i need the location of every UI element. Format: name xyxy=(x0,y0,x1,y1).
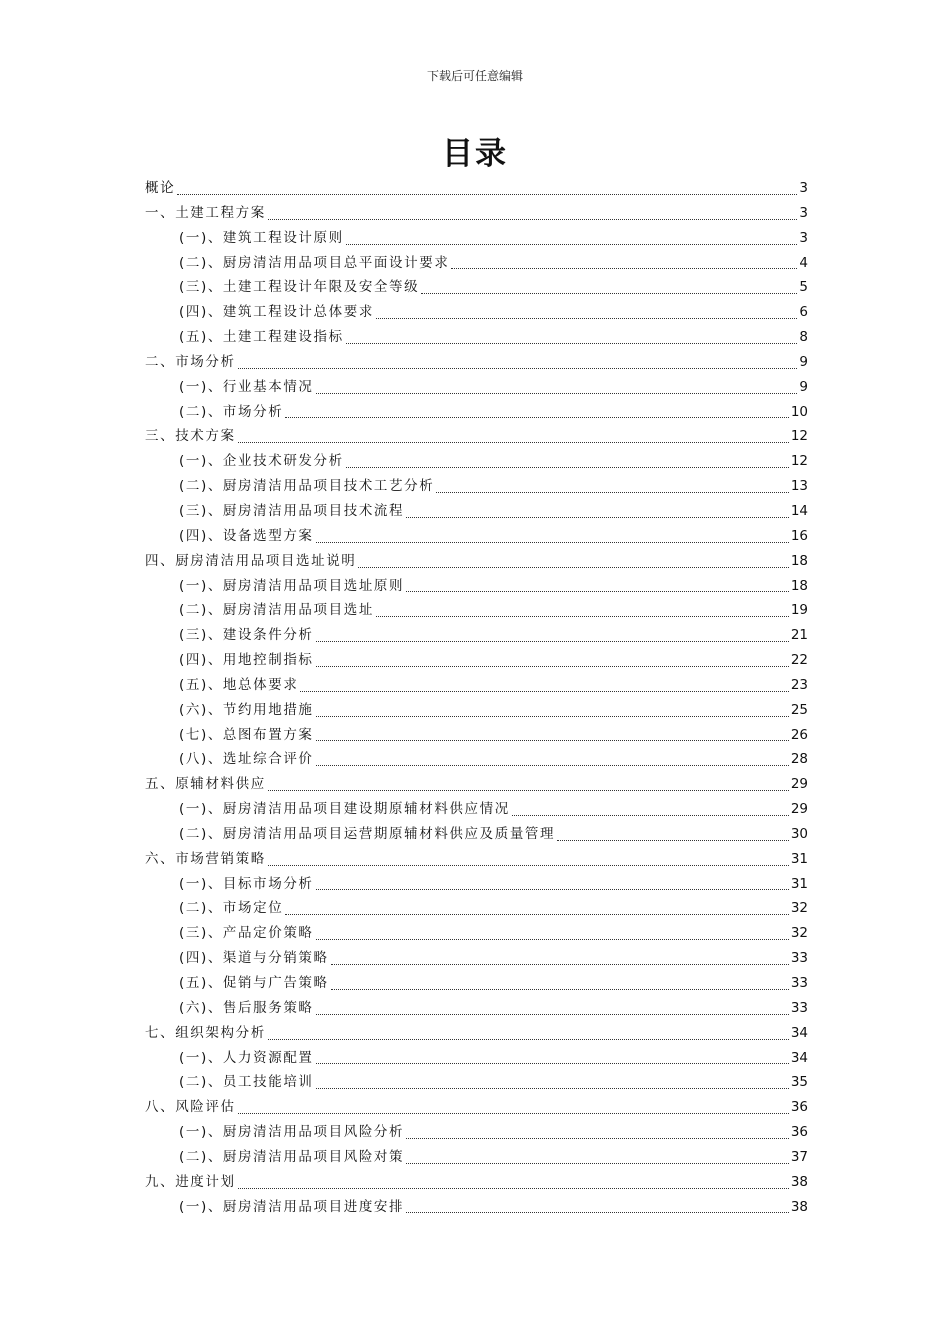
toc-entry-label: 三、技术方案 xyxy=(145,428,236,445)
toc-dot-leader xyxy=(300,691,788,692)
toc-dot-leader xyxy=(268,1039,789,1040)
toc-entry-label: (二)、市场定位 xyxy=(179,900,284,917)
toc-entry-page: 32 xyxy=(790,925,808,942)
toc-dot-leader xyxy=(316,1088,789,1089)
toc-dot-leader xyxy=(268,865,789,866)
toc-entry-label: (三)、厨房清洁用品项目技术流程 xyxy=(179,502,405,519)
toc-entry-page: 36 xyxy=(790,1124,808,1141)
toc-entry-page: 37 xyxy=(790,1148,808,1165)
toc-entry-label: 六、市场营销策略 xyxy=(145,850,266,867)
toc-dot-leader xyxy=(268,790,789,791)
toc-entry[interactable] xyxy=(145,896,808,921)
toc-entry-label: (二)、厨房清洁用品项目运营期原辅材料供应及质量管理 xyxy=(179,825,556,842)
toc-entry-label: (四)、用地控制指标 xyxy=(179,652,314,669)
toc-entry-label: (二)、厨房清洁用品项目风险对策 xyxy=(179,1148,405,1165)
toc-dot-leader xyxy=(316,939,789,940)
toc-entry[interactable] xyxy=(145,251,808,276)
toc-entry-label: (六)、售后服务策略 xyxy=(179,999,314,1016)
toc-dot-leader xyxy=(331,964,789,965)
toc-dot-leader xyxy=(316,716,789,717)
toc-entry-label: (一)、厨房清洁用品项目选址原则 xyxy=(179,577,405,594)
toc-entry-page: 19 xyxy=(790,602,808,619)
toc-entry-page: 18 xyxy=(790,552,808,569)
toc-entry-label: (二)、厨房清洁用品项目技术工艺分析 xyxy=(179,478,435,495)
toc-entry[interactable] xyxy=(145,1170,808,1195)
toc-dot-leader xyxy=(316,1063,789,1064)
toc-entry-label: (五)、土建工程建设指标 xyxy=(179,329,344,346)
toc-entry-page: 29 xyxy=(790,801,808,818)
toc-dot-leader xyxy=(316,740,789,741)
toc-entry-page: 35 xyxy=(790,1074,808,1091)
toc-entry-page: 28 xyxy=(790,751,808,768)
toc-entry-page: 36 xyxy=(790,1099,808,1116)
toc-dot-leader xyxy=(406,1212,789,1213)
toc-entry-label: (一)、建筑工程设计原则 xyxy=(179,229,344,246)
toc-entry[interactable] xyxy=(145,797,808,822)
toc-entry-page: 9 xyxy=(799,353,808,370)
toc-entry-page: 5 xyxy=(799,279,808,296)
toc-entry-page: 6 xyxy=(799,304,808,321)
toc-entry[interactable] xyxy=(145,400,808,425)
toc-entry-label: 四、厨房清洁用品项目选址说明 xyxy=(145,552,357,569)
page-title: 目录 xyxy=(442,136,508,172)
toc-entry[interactable] xyxy=(145,847,808,872)
toc-entry-label: (六)、节约用地措施 xyxy=(179,701,314,718)
toc-entry[interactable] xyxy=(145,971,808,996)
toc-entry[interactable] xyxy=(145,499,808,524)
toc-dot-leader xyxy=(512,815,789,816)
toc-entry-page: 33 xyxy=(790,950,808,967)
toc-entry-label: 一、土建工程方案 xyxy=(145,204,266,221)
toc-dot-leader xyxy=(316,765,789,766)
toc-entry-page: 16 xyxy=(790,527,808,544)
toc-entry-label: (三)、建设条件分析 xyxy=(179,627,314,644)
header-note: 下载后可任意编辑 xyxy=(426,69,523,83)
toc-dot-leader xyxy=(316,1014,789,1015)
toc-dot-leader xyxy=(557,840,789,841)
toc-entry-page: 3 xyxy=(799,180,808,196)
toc-entry-label: (五)、促销与广告策略 xyxy=(179,975,329,991)
toc-dot-leader xyxy=(346,244,798,245)
toc-entry[interactable] xyxy=(145,698,808,723)
toc-dot-leader xyxy=(406,517,789,518)
toc-entry-label: (八)、选址综合评价 xyxy=(179,751,314,768)
toc-entry[interactable] xyxy=(145,1195,808,1220)
toc-entry[interactable] xyxy=(145,598,808,623)
toc-dot-leader xyxy=(346,343,798,344)
toc-dot-leader xyxy=(436,492,788,493)
toc-entry-label: (二)、员工技能培训 xyxy=(179,1074,314,1091)
toc-entry-page: 33 xyxy=(790,975,808,991)
toc-dot-leader xyxy=(238,1188,789,1189)
toc-dot-leader xyxy=(316,889,789,890)
toc-entry-page: 9 xyxy=(799,378,808,395)
toc-entry[interactable] xyxy=(145,549,808,574)
toc-entry-label: 五、原辅材料供应 xyxy=(145,776,266,793)
toc-dot-leader xyxy=(376,318,797,319)
toc-entry[interactable] xyxy=(145,747,808,772)
toc-entry-label: (五)、地总体要求 xyxy=(179,676,299,693)
toc-entry[interactable] xyxy=(145,1120,808,1145)
toc-entry[interactable] xyxy=(145,226,808,251)
toc-dot-leader xyxy=(376,616,789,617)
toc-entry[interactable] xyxy=(145,673,808,698)
toc-entry[interactable] xyxy=(145,996,808,1021)
toc-entry[interactable] xyxy=(145,350,808,375)
toc-entry-label: (一)、厨房清洁用品项目建设期原辅材料供应情况 xyxy=(179,801,510,818)
toc-entry-label: (一)、企业技术研发分析 xyxy=(179,453,344,470)
toc-dot-leader xyxy=(268,219,798,220)
toc-entry-page: 25 xyxy=(790,701,808,718)
toc-entry[interactable] xyxy=(145,872,808,897)
toc-entry[interactable] xyxy=(145,574,808,599)
toc-entry-label: (三)、土建工程设计年限及安全等级 xyxy=(179,279,420,296)
toc-entry[interactable] xyxy=(145,1145,808,1170)
toc-dot-leader xyxy=(177,194,797,195)
toc-entry[interactable] xyxy=(145,201,808,226)
toc-dot-leader xyxy=(406,1163,789,1164)
toc-dot-leader xyxy=(316,542,789,543)
toc-entry-page: 8 xyxy=(799,329,808,346)
toc-dot-leader xyxy=(316,666,789,667)
toc-entry-page: 10 xyxy=(790,403,808,420)
toc-entry-page: 34 xyxy=(790,1024,808,1041)
toc-dot-leader xyxy=(285,914,788,915)
toc-entry[interactable] xyxy=(145,474,808,499)
toc-entry[interactable] xyxy=(145,648,808,673)
toc-entry[interactable] xyxy=(145,623,808,648)
toc-entry-label: (四)、建筑工程设计总体要求 xyxy=(179,304,374,321)
toc-entry-label: 八、风险评估 xyxy=(145,1099,236,1116)
toc-dot-leader xyxy=(406,1138,789,1139)
toc-dot-leader xyxy=(238,1113,789,1114)
toc-entry-label: (四)、设备选型方案 xyxy=(179,527,314,544)
toc-entry-page: 32 xyxy=(790,900,808,917)
toc-dot-leader xyxy=(331,989,789,990)
table-of-contents xyxy=(145,176,808,1219)
toc-entry-page: 13 xyxy=(790,478,808,495)
toc-entry-page: 31 xyxy=(790,850,808,867)
toc-dot-leader xyxy=(316,393,798,394)
toc-entry[interactable] xyxy=(145,1070,808,1095)
toc-dot-leader xyxy=(238,368,798,369)
toc-entry-page: 29 xyxy=(790,776,808,793)
toc-dot-leader xyxy=(406,591,789,592)
toc-entry-label: (二)、厨房清洁用品项目总平面设计要求 xyxy=(179,254,450,271)
toc-entry-page: 21 xyxy=(790,627,808,644)
toc-entry[interactable] xyxy=(145,1095,808,1120)
toc-entry-label: (一)、人力资源配置 xyxy=(179,1049,314,1066)
toc-entry-label: 二、市场分析 xyxy=(145,353,236,370)
toc-entry-label: (一)、厨房清洁用品项目进度安排 xyxy=(179,1198,405,1215)
toc-dot-leader xyxy=(346,467,789,468)
toc-entry-page: 33 xyxy=(790,999,808,1016)
toc-entry[interactable] xyxy=(145,946,808,971)
toc-entry-page: 14 xyxy=(790,502,808,519)
toc-entry-label: (三)、产品定价策略 xyxy=(179,925,314,942)
toc-entry[interactable] xyxy=(145,424,808,449)
toc-entry[interactable] xyxy=(145,375,808,400)
toc-entry-page: 4 xyxy=(799,254,808,271)
toc-entry-page: 23 xyxy=(790,676,808,693)
toc-entry-page: 31 xyxy=(790,875,808,892)
toc-entry-page: 38 xyxy=(790,1173,808,1190)
toc-dot-leader xyxy=(285,417,788,418)
toc-entry-page: 22 xyxy=(790,652,808,669)
toc-entry-page: 26 xyxy=(790,726,808,743)
toc-entry-label: (二)、厨房清洁用品项目选址 xyxy=(179,602,374,619)
toc-entry-label: (一)、目标市场分析 xyxy=(179,875,314,892)
toc-entry[interactable] xyxy=(145,449,808,474)
toc-entry[interactable] xyxy=(145,1046,808,1071)
toc-entry[interactable] xyxy=(145,1021,808,1046)
toc-entry-label: (七)、总图布置方案 xyxy=(179,726,314,743)
toc-entry-label: (一)、行业基本情况 xyxy=(179,378,314,395)
toc-entry[interactable] xyxy=(145,723,808,748)
toc-entry-page: 34 xyxy=(790,1049,808,1066)
toc-entry-page: 12 xyxy=(790,453,808,470)
toc-dot-leader xyxy=(316,641,789,642)
toc-entry-page: 12 xyxy=(790,428,808,445)
toc-entry[interactable] xyxy=(145,772,808,797)
toc-dot-leader xyxy=(358,567,788,568)
toc-entry[interactable] xyxy=(145,524,808,549)
toc-entry[interactable] xyxy=(145,300,808,325)
toc-entry-label: (四)、渠道与分销策略 xyxy=(179,950,329,967)
toc-entry[interactable] xyxy=(145,275,808,300)
toc-entry-page: 30 xyxy=(790,825,808,842)
toc-entry-page: 3 xyxy=(799,229,808,246)
toc-entry-page: 38 xyxy=(790,1198,808,1215)
toc-entry-label: (二)、市场分析 xyxy=(179,403,284,420)
toc-dot-leader xyxy=(238,442,789,443)
toc-entry-label: 七、组织架构分析 xyxy=(145,1024,266,1041)
toc-dot-leader xyxy=(421,293,797,294)
toc-entry[interactable] xyxy=(145,921,808,946)
toc-entry[interactable] xyxy=(145,176,808,201)
toc-entry[interactable] xyxy=(145,822,808,847)
toc-entry-page: 3 xyxy=(799,204,808,221)
toc-entry-label: 概论 xyxy=(145,180,176,196)
toc-entry-label: 九、进度计划 xyxy=(145,1173,236,1190)
toc-entry-page: 18 xyxy=(790,577,808,594)
toc-entry-label: (一)、厨房清洁用品项目风险分析 xyxy=(179,1124,405,1141)
toc-dot-leader xyxy=(451,268,797,269)
toc-entry[interactable] xyxy=(145,325,808,350)
